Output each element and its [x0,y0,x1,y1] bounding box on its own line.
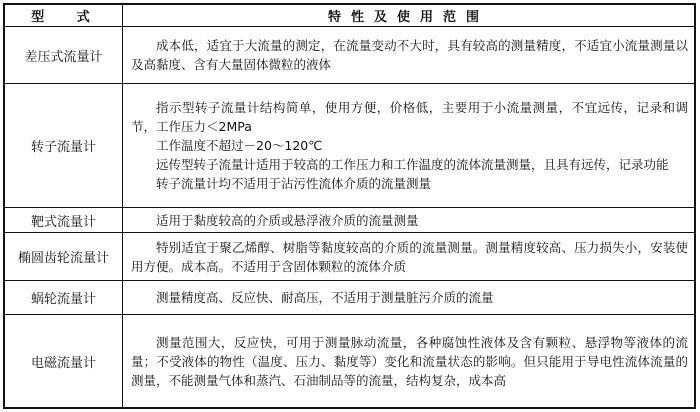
row-type-label: 差压式流量计 [24,49,103,65]
row-desc-cell [123,315,694,407]
desc-paragraph: 特别适宜于聚乙烯醇、树脂等黏度较高的介质的流量测量。测量精度较高、压力损失小，安装使用方便。成本高。不适用于含固体颗粒的流体介质 [131,239,688,274]
header-desc-cell [123,5,694,27]
desc-paragraph: 指示型转子流量计结构简单，使用方便，价格低，主要用于小流量测量，不宜远传，记录和调节，工作压力＜2MPa [131,100,688,134]
row-type-cell [5,315,123,407]
row-type-label: 靶式流量计 [30,214,96,230]
header-type-label: 型 式 [31,10,104,25]
header-type-cell [5,5,123,27]
row-type-label: 蜗轮流量计 [30,292,96,307]
row-type-cell [5,233,123,281]
row-type-cell [5,208,123,233]
row-desc-cell [123,208,694,233]
row-type-label: 电磁流量计 [30,355,96,371]
row-type-cell [5,281,123,315]
row-desc-cell [123,281,694,315]
row-type-label: 椭圆齿轮流量计 [17,251,109,266]
row-type-cell [5,27,123,84]
desc-paragraph: 适用于黏度较高的介质或悬浮液介质的流量测量 [156,212,419,228]
desc-paragraph: 成本低，适宜于大流量的测定，在流量变动不大时，具有较高的测量精度，不适宜小流量测量以及高黏度、含有大量固体微粒的液体 [131,38,688,72]
row-desc-cell [123,27,694,84]
desc-paragraph: 转子流量计均不适用于沾污性流体介质的流量测量 [156,176,432,191]
row-desc-cell [123,233,694,281]
row-desc-cell [123,84,694,208]
header-desc-label: 特性及使用范围 [327,10,489,25]
row-type-cell [5,84,123,208]
row-type-label: 转子流量计 [30,140,96,155]
desc-paragraph: 测量精度高、反应快、耐高压，不适用于测量脏污介质的流量 [156,290,494,305]
desc-paragraph: 工作温度不超过－20～120℃ [156,138,323,153]
spec-table [3,3,696,409]
desc-paragraph: 测量范围大，反应快，可用于测量脉动流量，各种腐蚀性液体及含有颗粒、悬浮物等液体的流量；不受液体的物性（温度、压力、黏度等）变化和流量状态的影响。但只能用于导电性流体流量的测量，不能测量气体和蒸汽、石油制品等的流量，结构复杂，成本高 [131,334,688,388]
desc-paragraph: 远传型转子流量计适用于较高的工作压力和工作温度的流体流量测量，且具有远传，记录功能 [156,157,669,172]
